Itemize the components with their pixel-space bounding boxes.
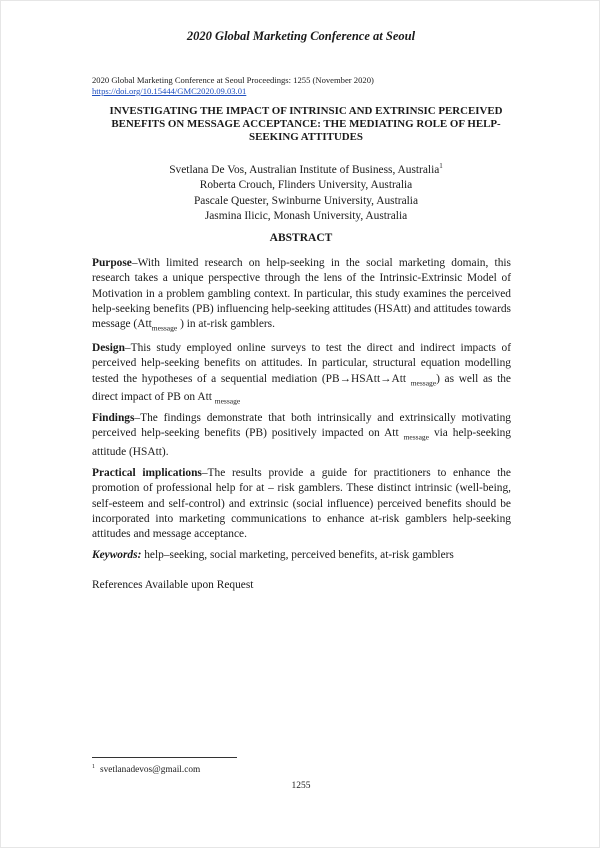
purpose-label: Purpose xyxy=(92,257,132,269)
paper-title: INVESTIGATING THE IMPACT OF INTRINSIC AND EXTRINSIC PERCEIVED BENEFITS ON MESSAGE ACCEPTANCE: THE MEDIATING ROLE OF HELP-SEEKING ATTITUDES xyxy=(109,105,503,143)
references-line: References Available upon Request xyxy=(92,579,254,591)
design-mid: ) as well as the direct impact of PB on Att xyxy=(92,372,511,404)
author-line: Jasmina Ilicic, Monash University, Australia xyxy=(204,210,408,223)
purpose-tail: ) in at-risk gamblers. xyxy=(177,318,275,331)
keywords-text: help–seeking, social marketing, perceived benefits, at-risk gamblers xyxy=(141,549,454,561)
design-subscript: message xyxy=(214,396,241,406)
footnote-divider xyxy=(92,757,237,758)
practical-text: –The results provide a guide for practitioners to enhance the promotion of professional help for at – risk gamblers. These distinct intrinsic (well-being, self-esteem and self-control) and extrinsic (social influence) perceived benefits should be incorporated into marketing communications to enhance at-risk gamblers help-seeking attitudes and message acceptance. xyxy=(92,467,511,541)
keywords-line xyxy=(92,548,511,563)
design-paragraph xyxy=(92,341,511,409)
author-list xyxy=(101,159,511,225)
purpose-text: –With limited research on help-seeking in the social marketing domain, this research takes a unique perspective through the lens of the Intrinsic-Extrinsic Model of Motivation in a problem gambling context. In particular, this study examines the perceived help-seeking benefits (PB) influencing help-seeking attitudes (HSAtt) and attitudes towards message (Att xyxy=(92,257,511,331)
design-text: –This study employed online surveys to test the direct and indirect impacts of perceived help-seeking benefits on attitudes. In particular, structural equation modelling tested the hypotheses of a sequential mediation (PB→HSAtt→Att xyxy=(92,342,511,385)
keywords-label: Keywords: xyxy=(92,549,142,561)
footnote-email: svetlanadevos@gmail.com xyxy=(100,765,201,776)
findings-label: Findings xyxy=(92,412,135,424)
author-line: Roberta Crouch, Flinders University, Australia xyxy=(199,179,413,192)
findings-subscript: message xyxy=(403,432,429,442)
design-label: Design xyxy=(92,342,125,354)
findings-tail: via help-seeking attitude (HSAtt). xyxy=(92,427,511,458)
footnote-mark: 1 xyxy=(92,764,95,770)
practical-label: Practical implications xyxy=(92,467,202,479)
footnote xyxy=(92,764,200,775)
author-line xyxy=(101,159,511,178)
proceedings-line: 2020 Global Marketing Conference at Seoul Proceedings: 1255 (November 2020) xyxy=(92,75,374,85)
footnote-mark: 1 xyxy=(439,162,443,170)
page-number: 1255 xyxy=(291,781,311,791)
purpose-subscript: message xyxy=(151,323,178,333)
author-line: Pascale Quester, Swinburne University, Australia xyxy=(193,194,419,207)
findings-text: –The findings demonstrate that both intrinsically and extrinsically motivating perceived help-seeking benefits (PB) positively impacted on Att xyxy=(92,412,511,440)
design-subscript: message xyxy=(410,377,437,387)
running-head: 2020 Global Marketing Conference at Seoul xyxy=(186,29,416,43)
practical-paragraph xyxy=(92,466,511,542)
purpose-paragraph xyxy=(92,256,511,336)
doi-link[interactable]: https://doi.org/10.15444/GMC2020.09.03.01 xyxy=(92,86,247,96)
abstract-heading: ABSTRACT xyxy=(269,232,333,244)
findings-paragraph xyxy=(92,411,511,460)
author-name: Svetlana De Vos, Australian Institute of Business, Australia xyxy=(169,163,440,176)
